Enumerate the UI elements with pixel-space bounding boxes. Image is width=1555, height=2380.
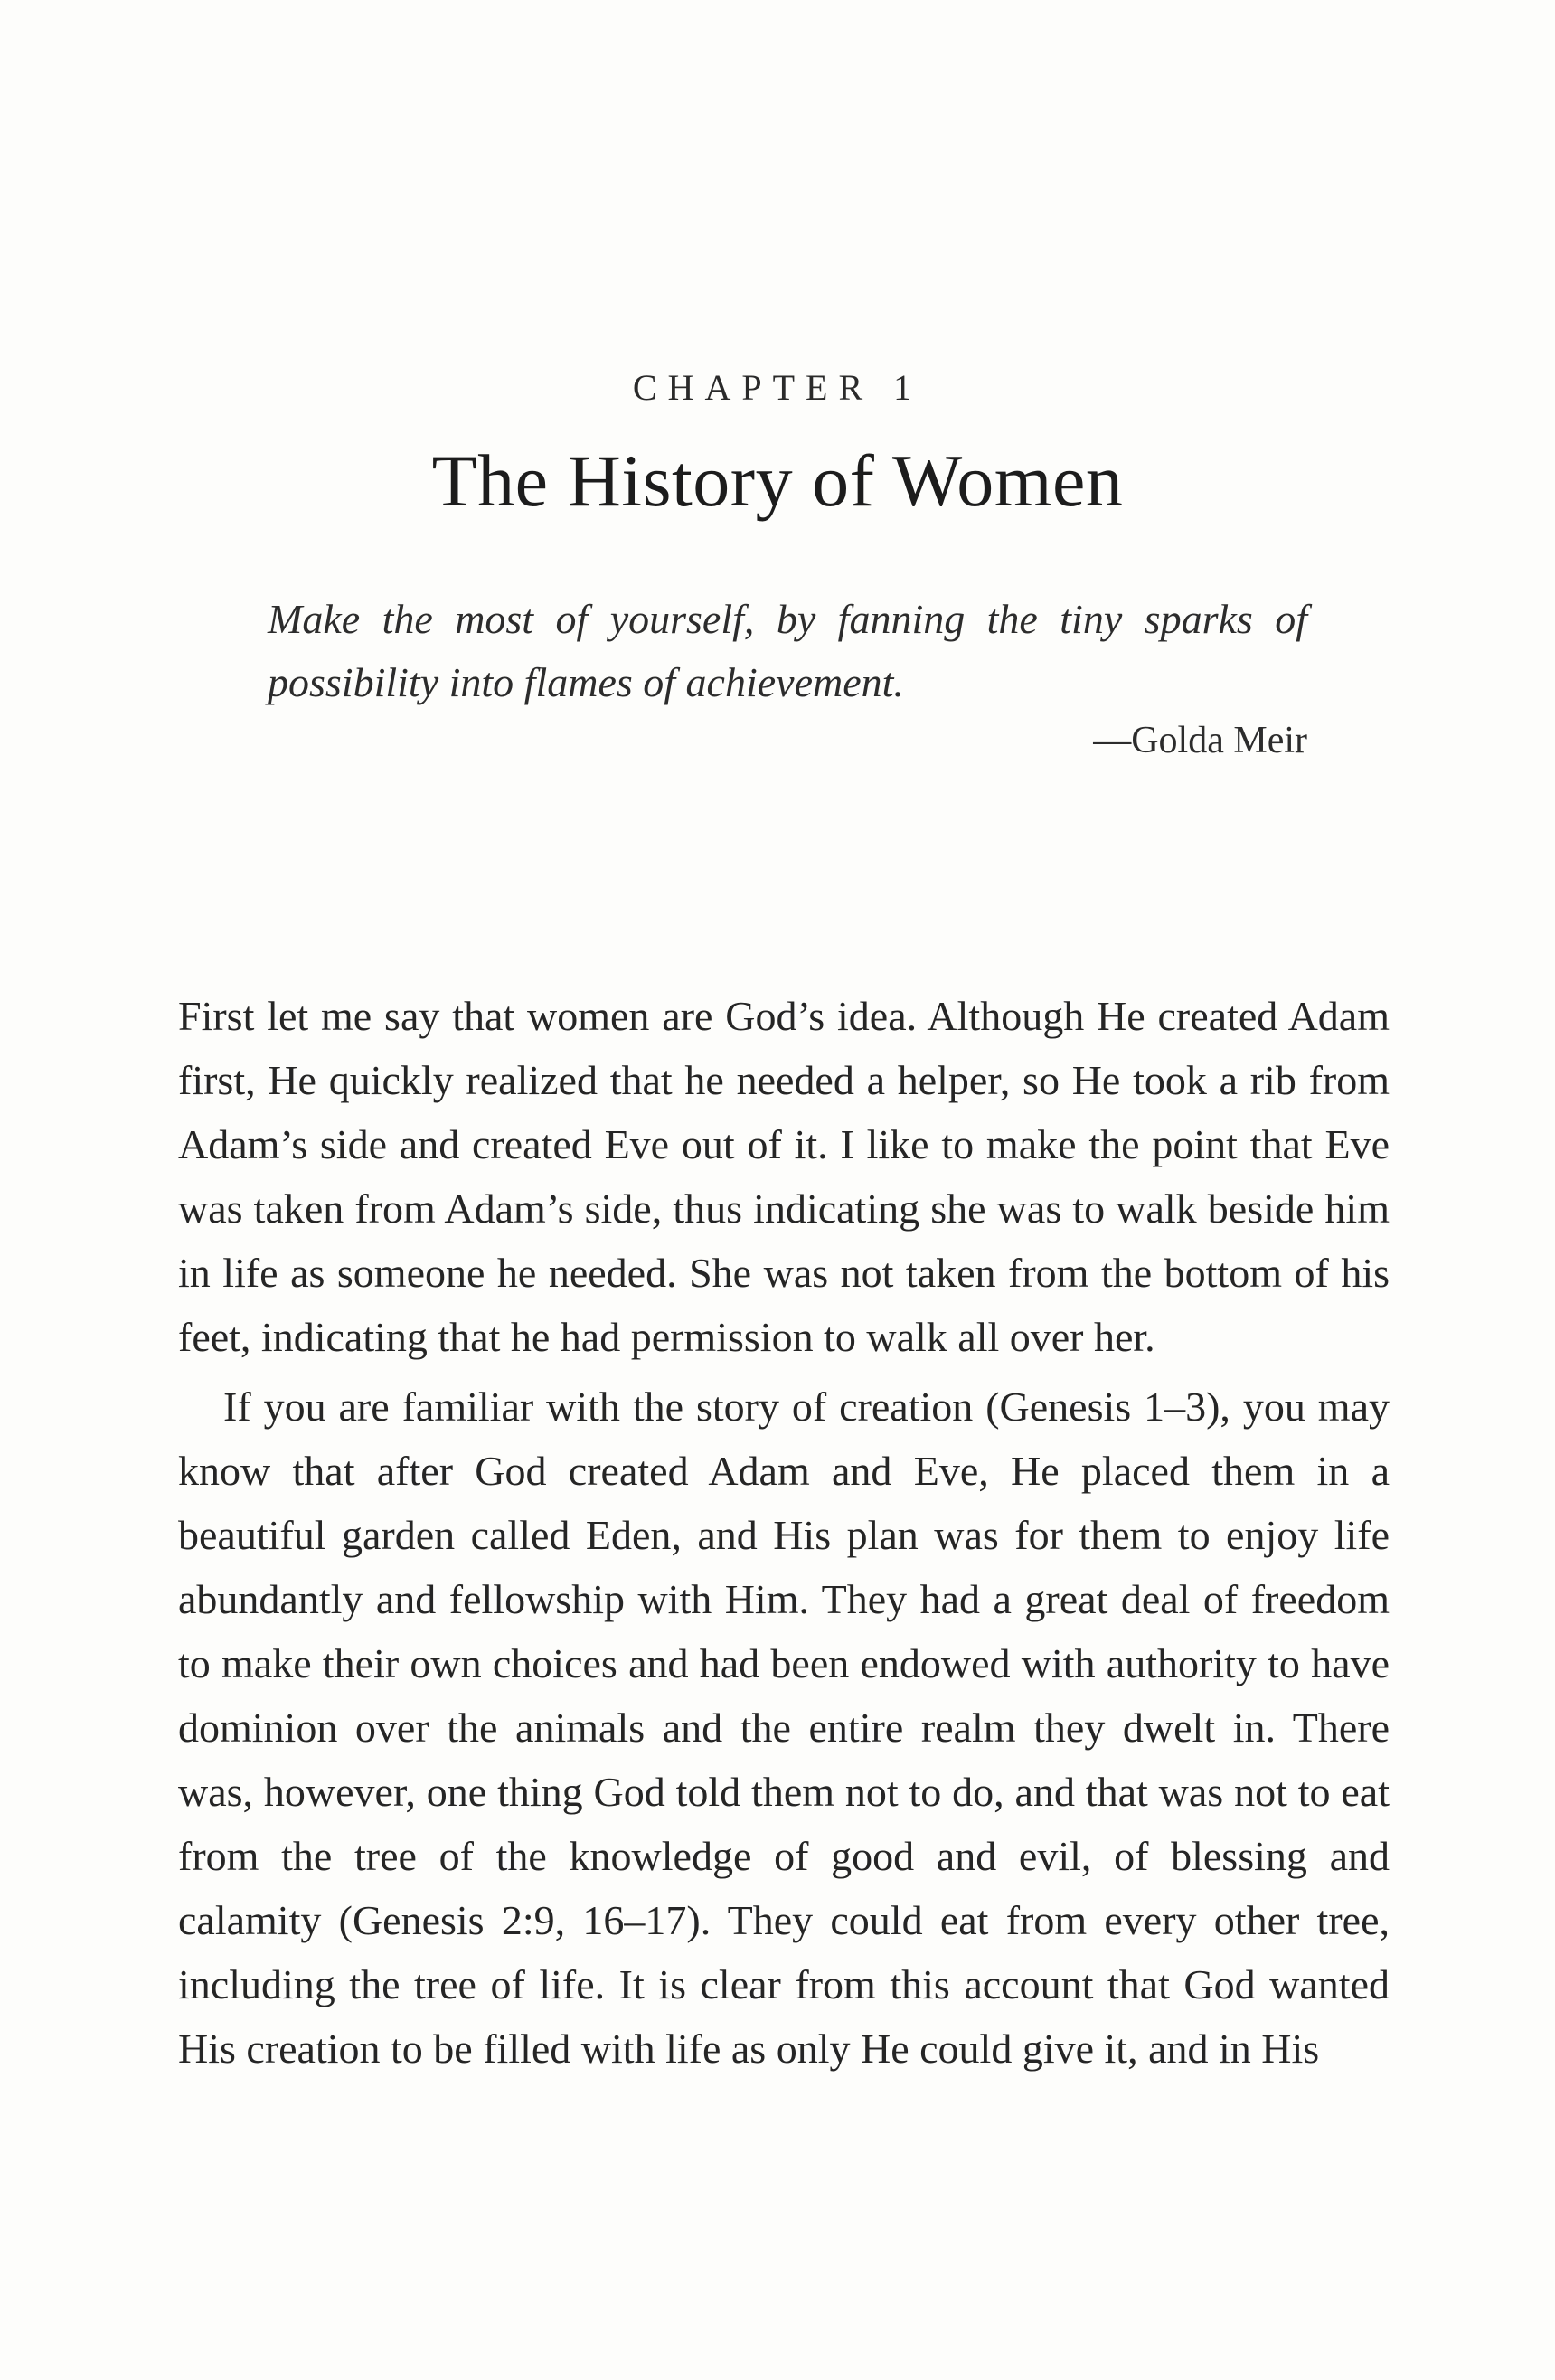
epigraph-attribution: —Golda Meir (1093, 720, 1307, 761)
paragraph: If you are familiar with the story of creation (Genesis 1–3), you may know that after God created Adam and Eve, He placed them in a beautiful garden called Eden, and His plan was for them to enjoy life abundantly and fellowship with Him. They had a great deal of freedom to make their own choices and had been endowed with authority to have dominion over the animals and the entire realm they dwelt in. There was, however, one thing God told them not to do, and that was not to eat from the tree of the knowledge of good and evil, of blessing and calamity (Genesis 2:9, 16–17). They could eat from every other tree, including the tree of life. It is clear from this account that God wanted His creation to be filled with life as only He could give it, and in His (178, 1384, 1390, 2072)
paragraph: First let me say that women are God’s idea. Although He created Adam first, He quickly realized that he needed a helper, so He took a rib from Adam’s side and created Eve out of it. I like to make the point that Eve was taken from Adam’s side, thus indicating she was to walk beside him in life as someone he needed. She was not taken from the bottom of his feet, indicating that he had permission to walk all over her. (178, 993, 1390, 1360)
chapter-title: The History of Women (431, 439, 1124, 522)
body-text (178, 984, 1390, 2081)
epigraph-quote: Make the most of yourself, by fanning the tiny sparks of possibility into flames of achievement. (268, 596, 1307, 705)
chapter-label: CHAPTER 1 (632, 367, 923, 408)
